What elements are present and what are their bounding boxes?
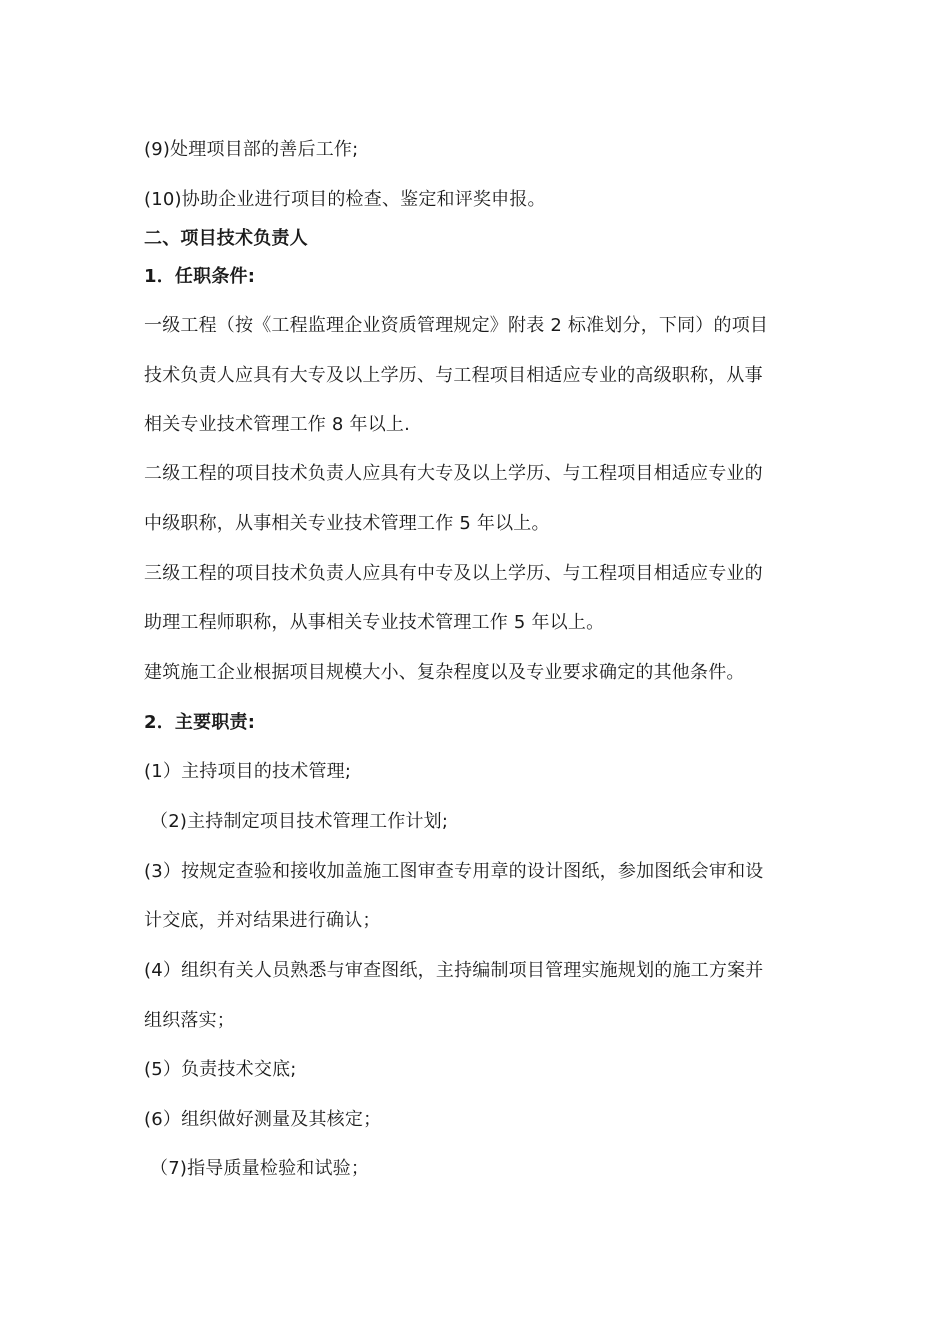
list-item: (5）负责技术交底; — [144, 1059, 297, 1080]
list-item: （2)主持制定项目技术管理工作计划; — [150, 811, 449, 832]
text-line: (10)协助企业进行项目的检查、鉴定和评奖申报。 — [144, 189, 546, 210]
list-item: (3）按规定查验和接收加盖施工图审查专用章的设计图纸，参加图纸会审和设 — [144, 861, 764, 882]
text-line: 建筑施工企业根据项目规模大小、复杂程度以及专业要求确定的其他条件。 — [144, 662, 745, 683]
text-line: 三级工程的项目技术负责人应具有中专及以上学历、与工程项目相适应专业的 — [144, 563, 763, 584]
text-line: 技术负责人应具有大专及以上学历、与工程项目相适应专业的高级职称，从事 — [144, 365, 763, 386]
text-line: 二级工程的项目技术负责人应具有大专及以上学历、与工程项目相适应专业的 — [144, 463, 763, 484]
list-item: (4）组织有关人员熟悉与审查图纸，主持编制项目管理实施规划的施工方案并 — [144, 960, 764, 981]
list-item-continuation: 组织落实； — [144, 1010, 235, 1031]
text-line: 中级职称，从事相关专业技术管理工作 5 年以上。 — [144, 513, 550, 534]
text-line: 相关专业技术管理工作 8 年以上. — [144, 414, 411, 435]
subsection-heading: 1．任职条件: — [144, 266, 256, 287]
list-item: (1）主持项目的技术管理; — [144, 761, 352, 782]
section-heading: 二、项目技术负责人 — [144, 228, 308, 249]
text-line: 助理工程师职称，从事相关专业技术管理工作 5 年以上。 — [144, 612, 605, 633]
subsection-heading: 2．主要职责: — [144, 712, 256, 733]
list-item-continuation: 计交底，并对结果进行确认； — [144, 910, 381, 931]
list-item: (6）组织做好测量及其核定； — [144, 1109, 382, 1130]
text-line: (9)处理项目部的善后工作; — [144, 139, 359, 160]
text-line: 一级工程（按《工程监理企业资质管理规定》附表 2 标准划分，下同）的项目 — [144, 315, 769, 336]
list-item: （7)指导质量检验和试验； — [150, 1158, 370, 1179]
